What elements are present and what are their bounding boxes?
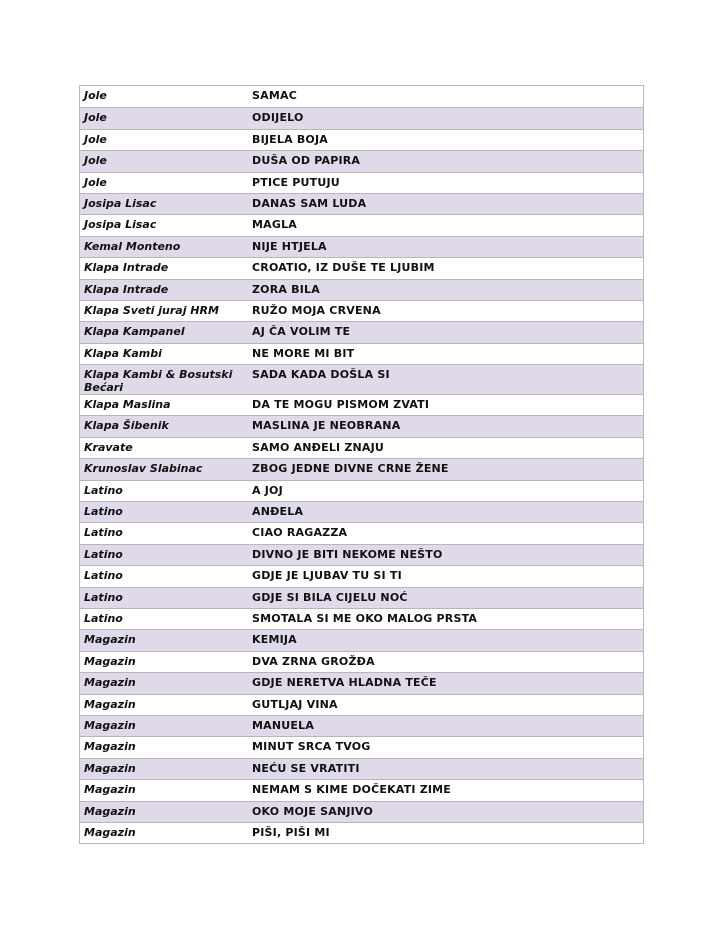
table-row (80, 364, 643, 394)
artist-cell: Klapa Kambi & Bosutski Bećari (84, 368, 233, 395)
table-row (80, 672, 643, 693)
artist-cell: Josipa Lisac (84, 218, 157, 232)
artist-cell: Klapa Intrade (84, 282, 169, 296)
song-cell: MAGLA (252, 218, 298, 232)
table-row (80, 565, 643, 586)
artist-cell: Kravate (84, 440, 133, 454)
artist-cell: Magazin (84, 740, 136, 754)
song-cell: GDJE SI BILA CIJELU NOĆ (252, 590, 408, 604)
artist-cell: Latino (84, 526, 123, 540)
artist-cell: Latino (84, 483, 123, 497)
song-cell: BIJELA BOJA (252, 132, 328, 146)
table-row (80, 801, 643, 822)
song-cell: OKO MOJE SANJIVO (252, 804, 373, 818)
song-cell: A JOJ (252, 483, 283, 497)
table-row (80, 822, 643, 843)
artist-cell: Magazin (84, 676, 136, 690)
song-cell: DUŠA OD PAPIRA (252, 154, 361, 168)
artist-cell: Kemal Monteno (84, 239, 181, 253)
table-row (80, 522, 643, 543)
song-cell: NEMAM S KIME DOČEKATI ZIME (252, 783, 452, 797)
table-row (80, 129, 643, 150)
table-row (80, 279, 643, 300)
artist-cell: Krunoslav Slabinac (84, 462, 203, 476)
song-cell: SADA KADA DOŠLA SI (252, 368, 390, 382)
artist-cell: Latino (84, 547, 123, 561)
artist-cell: Latino (84, 590, 123, 604)
table-row (80, 300, 643, 321)
song-cell: SAMAC (252, 89, 297, 102)
table-row (80, 415, 643, 436)
song-cell: CROATIO, IZ DUŠE TE LJUBIM (252, 261, 435, 275)
artist-cell: Magazin (84, 633, 136, 647)
table-row (80, 437, 643, 458)
table-row (80, 172, 643, 193)
table-row (80, 107, 643, 128)
artist-cell: Klapa Maslina (84, 398, 171, 412)
artist-cell: Klapa Kampanel (84, 325, 185, 339)
song-cell: ANĐELA (252, 505, 304, 519)
song-cell: SMOTALA SI ME OKO MALOG PRSTA (252, 611, 478, 625)
table-row (80, 86, 643, 107)
artist-cell: Magazin (84, 783, 136, 797)
song-cell: AJ ČA VOLIM TE (252, 325, 351, 339)
table-row (80, 629, 643, 650)
song-cell: DA TE MOGU PISMOM ZVATI (252, 398, 430, 412)
song-table (79, 85, 644, 844)
table-row (80, 480, 643, 501)
table-row (80, 694, 643, 715)
table-row (80, 214, 643, 235)
table-row (80, 394, 643, 415)
table-row (80, 736, 643, 757)
table-row (80, 587, 643, 608)
song-cell: SAMO ANĐELI ZNAJU (252, 440, 385, 454)
artist-cell: Latino (84, 611, 123, 625)
artist-cell: Magazin (84, 761, 136, 775)
artist-cell: Magazin (84, 654, 136, 668)
song-cell: ZORA BILA (252, 282, 320, 296)
table-row (80, 715, 643, 736)
song-cell: DIVNO JE BITI NEKOME NEŠTO (252, 547, 443, 561)
artist-cell: Jole (84, 175, 107, 189)
artist-cell: Jole (84, 111, 107, 125)
artist-cell: Klapa Šibenik (84, 419, 169, 433)
artist-cell: Jole (84, 132, 107, 146)
artist-cell: Klapa Sveti juraj HRM (84, 303, 219, 317)
table-row (80, 544, 643, 565)
table-row (80, 257, 643, 278)
song-cell: CIAO RAGAZZA (252, 526, 348, 540)
table-row (80, 501, 643, 522)
table-row (80, 343, 643, 364)
song-cell: MASLINA JE NEOBRANA (252, 419, 401, 433)
table-row (80, 193, 643, 214)
artist-cell: Magazin (84, 718, 136, 732)
table-row (80, 651, 643, 672)
table-row (80, 150, 643, 171)
artist-cell: Jole (84, 89, 107, 102)
song-cell: GUTLJAJ VINA (252, 697, 338, 711)
artist-cell: Magazin (84, 697, 136, 711)
song-cell: KEMIJA (252, 633, 297, 647)
song-cell: MINUT SRCA TVOG (252, 740, 371, 754)
song-cell: PIŠI, PIŠI MI (252, 825, 330, 839)
artist-cell: Magazin (84, 825, 136, 839)
table-row (80, 321, 643, 342)
song-cell: ZBOG JEDNE DIVNE CRNE ŽENE (252, 462, 449, 476)
table-row (80, 779, 643, 800)
song-cell: ODIJELO (252, 111, 304, 125)
artist-cell: Magazin (84, 804, 136, 818)
song-cell: PTICE PUTUJU (252, 175, 340, 189)
song-cell: GDJE NERETVA HLADNA TEČE (252, 676, 437, 690)
artist-cell: Klapa Kambi (84, 346, 162, 360)
artist-cell: Josipa Lisac (84, 196, 157, 210)
artist-cell: Jole (84, 154, 107, 168)
artist-cell: Klapa Intrade (84, 261, 169, 275)
table-row (80, 608, 643, 629)
song-cell: MANUELA (252, 718, 315, 732)
table-row (80, 458, 643, 479)
table-row (80, 236, 643, 257)
song-cell: DANAS SAM LUDA (252, 196, 367, 210)
artist-cell: Latino (84, 569, 123, 583)
song-cell: RUŽO MOJA CRVENA (252, 303, 381, 317)
song-cell: GDJE JE LJUBAV TU SI TI (252, 569, 402, 583)
song-cell: DVA ZRNA GROŽĐA (252, 654, 375, 668)
artist-cell: Latino (84, 505, 123, 519)
table-row (80, 758, 643, 779)
song-cell: NEĆU SE VRATITI (252, 761, 360, 775)
song-cell: NIJE HTJELA (252, 239, 327, 253)
song-cell: NE MORE MI BIT (252, 346, 355, 360)
